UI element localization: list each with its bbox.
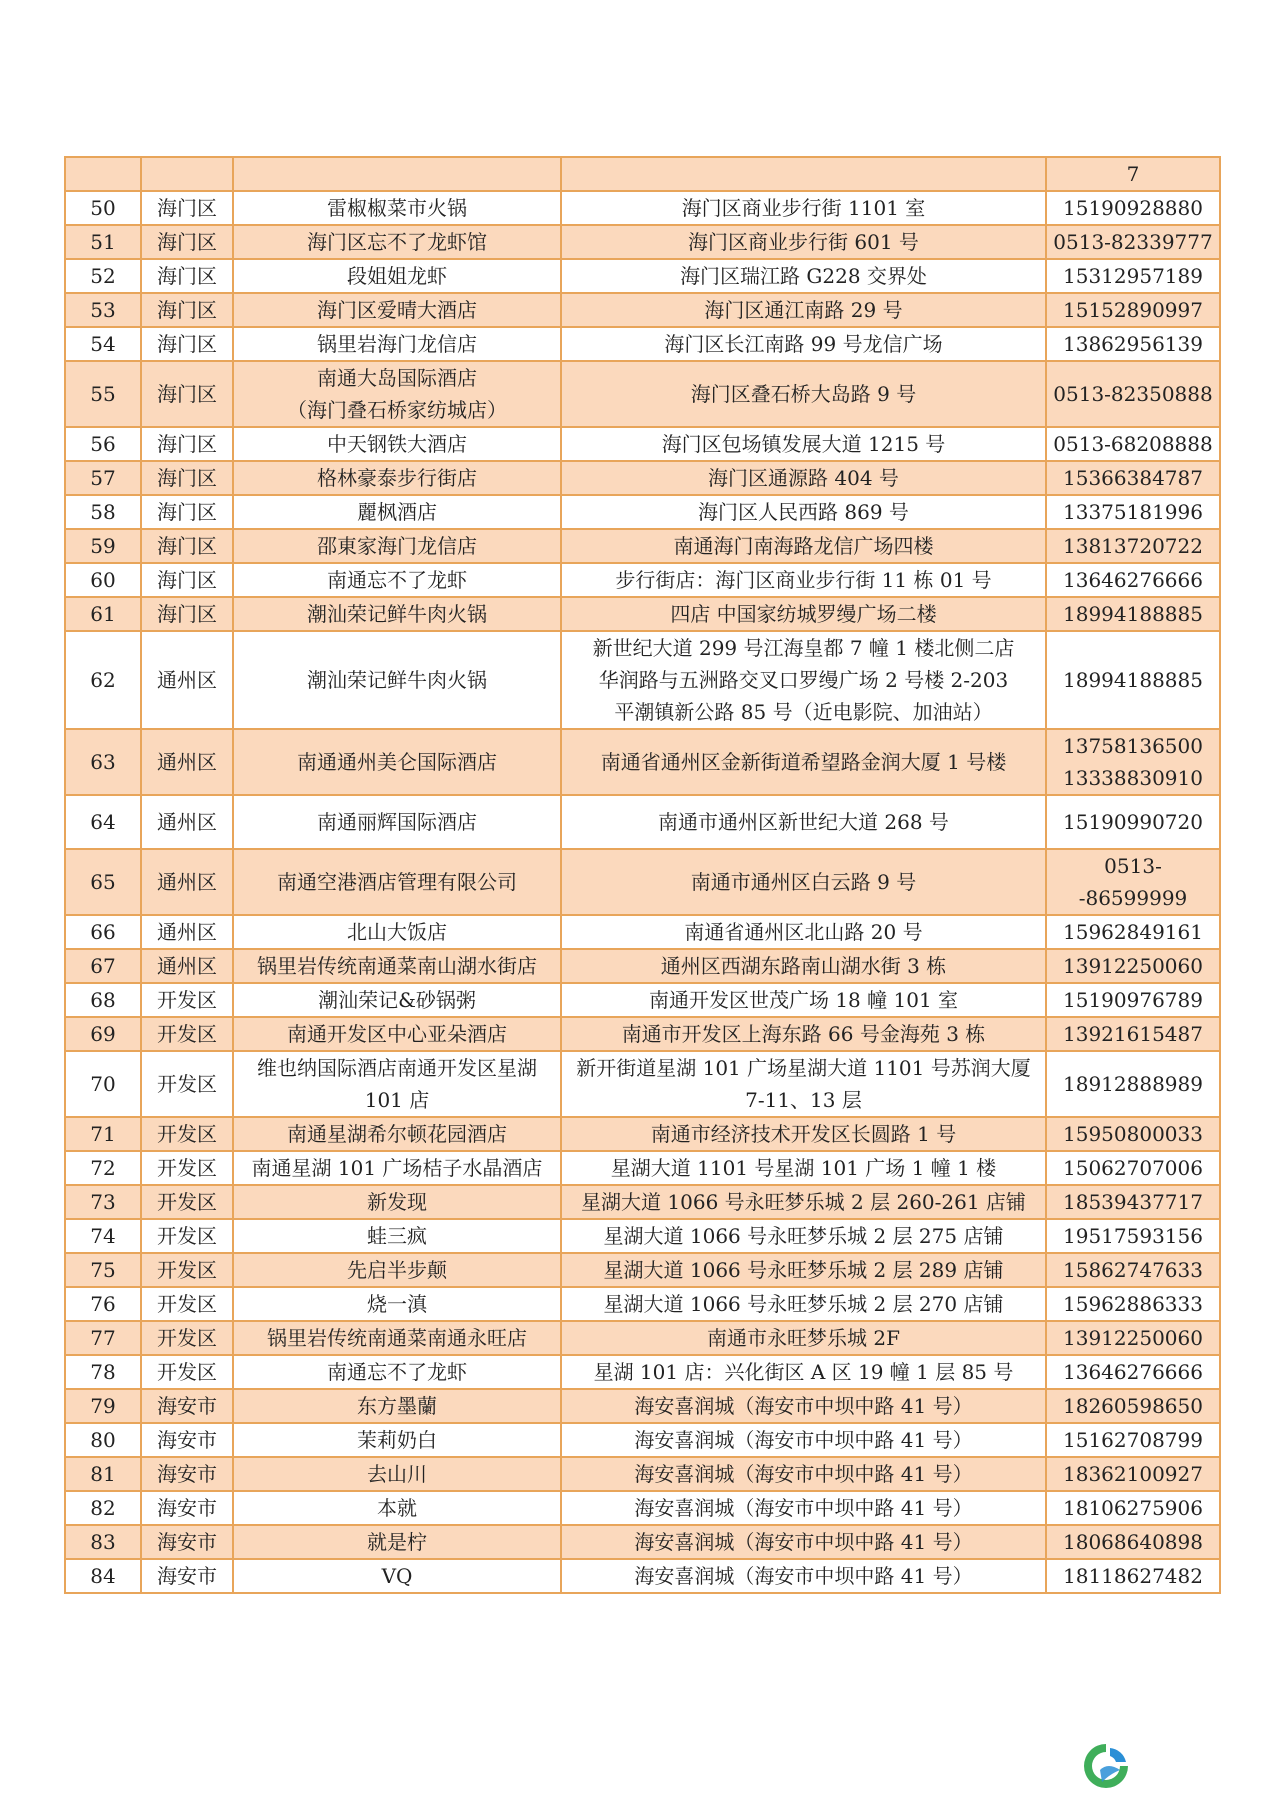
district-cell: 海安市 — [141, 1389, 233, 1423]
num-cell: 83 — [65, 1525, 141, 1559]
num-cell: 62 — [65, 631, 141, 729]
address-cell: 海安喜润城（海安市中坝中路 41 号） — [561, 1559, 1046, 1593]
address-cell: 星湖大道 1066 号永旺梦乐城 2 层 260-261 店铺 — [561, 1185, 1046, 1219]
district-cell: 海门区 — [141, 259, 233, 293]
district-cell: 海安市 — [141, 1457, 233, 1491]
num-cell: 67 — [65, 949, 141, 983]
num-cell: 60 — [65, 563, 141, 597]
district-cell: 海门区 — [141, 225, 233, 259]
table-header-row — [65, 157, 1220, 191]
phone-cell: 0513--86599999 — [1046, 849, 1220, 915]
address-cell: 海门区商业步行街 1101 室 — [561, 191, 1046, 225]
address-cell: 海门区叠石桥大岛路 9 号 — [561, 361, 1046, 427]
phone-cell: 15190928880 — [1046, 191, 1220, 225]
address-cell: 南通市通州区新世纪大道 268 号 — [561, 795, 1046, 849]
table-row — [65, 427, 1220, 461]
name-cell: 南通空港酒店管理有限公司 — [233, 849, 561, 915]
address-cell: 海门区长江南路 99 号龙信广场 — [561, 327, 1046, 361]
phone-cell: 18260598650 — [1046, 1389, 1220, 1423]
phone-cell: 15312957189 — [1046, 259, 1220, 293]
name-cell: 南通忘不了龙虾 — [233, 563, 561, 597]
table-row — [65, 1287, 1220, 1321]
district-cell: 开发区 — [141, 1219, 233, 1253]
phone-cell: 15190990720 — [1046, 795, 1220, 849]
num-cell: 61 — [65, 597, 141, 631]
name-cell: 锅里岩传统南通菜南山湖水街店 — [233, 949, 561, 983]
name-cell: 南通忘不了龙虾 — [233, 1355, 561, 1389]
name-cell: 去山川 — [233, 1457, 561, 1491]
name-cell: 北山大饭店 — [233, 915, 561, 949]
address-cell: 南通市通州区白云路 9 号 — [561, 849, 1046, 915]
name-cell: 先启半步颠 — [233, 1253, 561, 1287]
name-cell: VQ — [233, 1559, 561, 1593]
address-cell: 星湖大道 1066 号永旺梦乐城 2 层 275 店铺 — [561, 1219, 1046, 1253]
name-cell: 新发现 — [233, 1185, 561, 1219]
phone-cell: 15950800033 — [1046, 1117, 1220, 1151]
address-cell: 南通海门南海路龙信广场四楼 — [561, 529, 1046, 563]
district-cell: 海安市 — [141, 1559, 233, 1593]
district-cell: 海门区 — [141, 597, 233, 631]
num-cell: 77 — [65, 1321, 141, 1355]
num-cell: 63 — [65, 729, 141, 795]
table-row — [65, 795, 1220, 849]
name-cell: 南通大岛国际酒店 （海门叠石桥家纺城店） — [233, 361, 561, 427]
table-row — [65, 729, 1220, 795]
table-row — [65, 361, 1220, 427]
phone-cell: 13375181996 — [1046, 495, 1220, 529]
phone-cell: 19517593156 — [1046, 1219, 1220, 1253]
table-row — [65, 1321, 1220, 1355]
address-cell: 海安喜润城（海安市中坝中路 41 号） — [561, 1457, 1046, 1491]
num-cell: 73 — [65, 1185, 141, 1219]
address-cell: 星湖 101 店：兴化街区 A 区 19 幢 1 层 85 号 — [561, 1355, 1046, 1389]
address-cell: 海门区通江南路 29 号 — [561, 293, 1046, 327]
district-cell: 通州区 — [141, 915, 233, 949]
table-row — [65, 563, 1220, 597]
name-cell: 就是柠 — [233, 1525, 561, 1559]
phone-cell: 13862956139 — [1046, 327, 1220, 361]
phone-cell: 13912250060 — [1046, 949, 1220, 983]
address-cell: 新世纪大道 299 号江海皇都 7 幢 1 楼北侧二店 华润路与五洲路交叉口罗缦广场 2 号楼 2-203 平潮镇新公路 85 号（近电影院、加油站） — [561, 631, 1046, 729]
name-cell: 海门区爱晴大酒店 — [233, 293, 561, 327]
table-row — [65, 1017, 1220, 1051]
name-cell: 邵東家海门龙信店 — [233, 529, 561, 563]
table-row — [65, 949, 1220, 983]
address-cell: 新开街道星湖 101 广场星湖大道 1101 号苏润大厦 7-11、13 层 — [561, 1051, 1046, 1117]
phone-cell: 15062707006 — [1046, 1151, 1220, 1185]
table-row — [65, 1219, 1220, 1253]
directory-table — [64, 156, 1221, 1594]
name-cell: 本就 — [233, 1491, 561, 1525]
phone-cell: 15962886333 — [1046, 1287, 1220, 1321]
table-row — [65, 461, 1220, 495]
num-cell: 58 — [65, 495, 141, 529]
table-row — [65, 293, 1220, 327]
district-cell: 通州区 — [141, 949, 233, 983]
district-cell: 通州区 — [141, 795, 233, 849]
num-cell: 53 — [65, 293, 141, 327]
address-cell: 四店 中国家纺城罗缦广场二楼 — [561, 597, 1046, 631]
district-cell: 海门区 — [141, 361, 233, 427]
name-cell: 维也纳国际酒店南通开发区星湖 101 店 — [233, 1051, 561, 1117]
address-cell: 海安喜润城（海安市中坝中路 41 号） — [561, 1525, 1046, 1559]
name-cell: 东方墨蘭 — [233, 1389, 561, 1423]
district-cell: 海门区 — [141, 427, 233, 461]
table-row — [65, 1355, 1220, 1389]
table-row — [65, 1117, 1220, 1151]
phone-cell: 13646276666 — [1046, 563, 1220, 597]
phone-cell: 13646276666 — [1046, 1355, 1220, 1389]
header-phone-cell: 7 — [1046, 157, 1220, 191]
address-cell: 星湖大道 1066 号永旺梦乐城 2 层 289 店铺 — [561, 1253, 1046, 1287]
table-row — [65, 529, 1220, 563]
name-cell: 段姐姐龙虾 — [233, 259, 561, 293]
address-cell: 海安喜润城（海安市中坝中路 41 号） — [561, 1389, 1046, 1423]
num-cell: 65 — [65, 849, 141, 915]
table-row — [65, 1559, 1220, 1593]
name-cell: 蛙三疯 — [233, 1219, 561, 1253]
name-cell: 茉莉奶白 — [233, 1423, 561, 1457]
table-row — [65, 597, 1220, 631]
header-district-cell — [141, 157, 233, 191]
num-cell: 82 — [65, 1491, 141, 1525]
table-row — [65, 983, 1220, 1017]
num-cell: 69 — [65, 1017, 141, 1051]
address-cell: 海门区商业步行街 601 号 — [561, 225, 1046, 259]
district-cell: 海门区 — [141, 495, 233, 529]
district-cell: 通州区 — [141, 631, 233, 729]
num-cell: 54 — [65, 327, 141, 361]
address-cell: 海安喜润城（海安市中坝中路 41 号） — [561, 1491, 1046, 1525]
phone-cell: 0513-82339777 — [1046, 225, 1220, 259]
district-cell: 海门区 — [141, 191, 233, 225]
district-cell: 海门区 — [141, 529, 233, 563]
num-cell: 66 — [65, 915, 141, 949]
num-cell: 84 — [65, 1559, 141, 1593]
table-row — [65, 1051, 1220, 1117]
name-cell: 潮汕荣记&砂锅粥 — [233, 983, 561, 1017]
address-cell: 星湖大道 1101 号星湖 101 广场 1 幢 1 楼 — [561, 1151, 1046, 1185]
district-cell: 海门区 — [141, 563, 233, 597]
district-cell: 通州区 — [141, 729, 233, 795]
name-cell: 南通星湖 101 广场桔子水晶酒店 — [233, 1151, 561, 1185]
phone-cell: 13912250060 — [1046, 1321, 1220, 1355]
table-row — [65, 1185, 1220, 1219]
name-cell: 南通丽辉国际酒店 — [233, 795, 561, 849]
phone-cell: 15366384787 — [1046, 461, 1220, 495]
name-cell: 中天钢铁大酒店 — [233, 427, 561, 461]
district-cell: 海门区 — [141, 327, 233, 361]
address-cell: 海门区通源路 404 号 — [561, 461, 1046, 495]
address-cell: 南通省通州区北山路 20 号 — [561, 915, 1046, 949]
num-cell: 56 — [65, 427, 141, 461]
district-cell: 开发区 — [141, 1051, 233, 1117]
header-name-cell — [233, 157, 561, 191]
address-cell: 海门区包场镇发展大道 1215 号 — [561, 427, 1046, 461]
num-cell: 50 — [65, 191, 141, 225]
table-row — [65, 327, 1220, 361]
num-cell: 51 — [65, 225, 141, 259]
phone-cell: 0513-82350888 — [1046, 361, 1220, 427]
num-cell: 55 — [65, 361, 141, 427]
num-cell: 68 — [65, 983, 141, 1017]
district-cell: 开发区 — [141, 1253, 233, 1287]
num-cell: 79 — [65, 1389, 141, 1423]
name-cell: 烧一滇 — [233, 1287, 561, 1321]
district-cell: 开发区 — [141, 1151, 233, 1185]
name-cell: 潮汕荣记鲜牛肉火锅 — [233, 597, 561, 631]
num-cell: 72 — [65, 1151, 141, 1185]
header-address-cell — [561, 157, 1046, 191]
phone-cell: 18362100927 — [1046, 1457, 1220, 1491]
phone-cell: 18539437717 — [1046, 1185, 1220, 1219]
phone-cell: 18994188885 — [1046, 631, 1220, 729]
phone-cell: 18994188885 — [1046, 597, 1220, 631]
name-cell: 海门区忘不了龙虾馆 — [233, 225, 561, 259]
phone-cell: 13758136500 13338830910 — [1046, 729, 1220, 795]
table-row — [65, 259, 1220, 293]
district-cell: 开发区 — [141, 1017, 233, 1051]
num-cell: 76 — [65, 1287, 141, 1321]
header-num-cell — [65, 157, 141, 191]
phone-cell: 18068640898 — [1046, 1525, 1220, 1559]
district-cell: 海安市 — [141, 1525, 233, 1559]
name-cell: 锅里岩海门龙信店 — [233, 327, 561, 361]
num-cell: 59 — [65, 529, 141, 563]
district-cell: 开发区 — [141, 1117, 233, 1151]
name-cell: 南通开发区中心亚朵酒店 — [233, 1017, 561, 1051]
district-cell: 开发区 — [141, 1185, 233, 1219]
name-cell: 格林豪泰步行街店 — [233, 461, 561, 495]
name-cell: 锅里岩传统南通菜南通永旺店 — [233, 1321, 561, 1355]
phone-cell: 13921615487 — [1046, 1017, 1220, 1051]
table-row — [65, 1525, 1220, 1559]
table-row — [65, 495, 1220, 529]
table-row — [65, 1457, 1220, 1491]
table-row — [65, 915, 1220, 949]
phone-cell: 18106275906 — [1046, 1491, 1220, 1525]
address-cell: 南通省通州区金新街道希望路金润大厦 1 号楼 — [561, 729, 1046, 795]
num-cell: 81 — [65, 1457, 141, 1491]
name-cell: 南通通州美仑国际酒店 — [233, 729, 561, 795]
table-row — [65, 631, 1220, 729]
phone-cell: 0513-68208888 — [1046, 427, 1220, 461]
address-cell: 星湖大道 1066 号永旺梦乐城 2 层 270 店铺 — [561, 1287, 1046, 1321]
num-cell: 57 — [65, 461, 141, 495]
address-cell: 步行街店：海门区商业步行街 11 栋 01 号 — [561, 563, 1046, 597]
num-cell: 75 — [65, 1253, 141, 1287]
district-cell: 海安市 — [141, 1491, 233, 1525]
restaurant-directory — [64, 156, 1219, 1594]
table-row — [65, 225, 1220, 259]
num-cell: 70 — [65, 1051, 141, 1117]
address-cell: 南通开发区世茂广场 18 幢 101 室 — [561, 983, 1046, 1017]
phone-cell: 13813720722 — [1046, 529, 1220, 563]
logo-icon — [1080, 1740, 1132, 1792]
phone-cell: 18912888989 — [1046, 1051, 1220, 1117]
phone-cell: 15962849161 — [1046, 915, 1220, 949]
address-cell: 通州区西湖东路南山湖水街 3 栋 — [561, 949, 1046, 983]
address-cell: 南通市开发区上海东路 66 号金海苑 3 栋 — [561, 1017, 1046, 1051]
name-cell: 麗枫酒店 — [233, 495, 561, 529]
address-cell: 南通市永旺梦乐城 2F — [561, 1321, 1046, 1355]
phone-cell: 15190976789 — [1046, 983, 1220, 1017]
num-cell: 52 — [65, 259, 141, 293]
table-row — [65, 191, 1220, 225]
phone-cell: 15162708799 — [1046, 1423, 1220, 1457]
district-cell: 开发区 — [141, 983, 233, 1017]
name-cell: 雷椒椒菜市火锅 — [233, 191, 561, 225]
district-cell: 海门区 — [141, 461, 233, 495]
num-cell: 71 — [65, 1117, 141, 1151]
phone-cell: 15152890997 — [1046, 293, 1220, 327]
table-row — [65, 849, 1220, 915]
name-cell: 南通星湖希尔顿花园酒店 — [233, 1117, 561, 1151]
phone-cell: 18118627482 — [1046, 1559, 1220, 1593]
district-cell: 海门区 — [141, 293, 233, 327]
address-cell: 海门区瑞江路 G228 交界处 — [561, 259, 1046, 293]
num-cell: 64 — [65, 795, 141, 849]
num-cell: 78 — [65, 1355, 141, 1389]
name-cell: 潮汕荣记鲜牛肉火锅 — [233, 631, 561, 729]
num-cell: 80 — [65, 1423, 141, 1457]
table-row — [65, 1491, 1220, 1525]
table-row — [65, 1423, 1220, 1457]
district-cell: 开发区 — [141, 1321, 233, 1355]
table-row — [65, 1253, 1220, 1287]
num-cell: 74 — [65, 1219, 141, 1253]
phone-cell: 15862747633 — [1046, 1253, 1220, 1287]
district-cell: 通州区 — [141, 849, 233, 915]
district-cell: 海安市 — [141, 1423, 233, 1457]
address-cell: 海安喜润城（海安市中坝中路 41 号） — [561, 1423, 1046, 1457]
district-cell: 开发区 — [141, 1287, 233, 1321]
table-row — [65, 1389, 1220, 1423]
district-cell: 开发区 — [141, 1355, 233, 1389]
address-cell: 南通市经济技术开发区长圆路 1 号 — [561, 1117, 1046, 1151]
address-cell: 海门区人民西路 869 号 — [561, 495, 1046, 529]
table-row — [65, 1151, 1220, 1185]
